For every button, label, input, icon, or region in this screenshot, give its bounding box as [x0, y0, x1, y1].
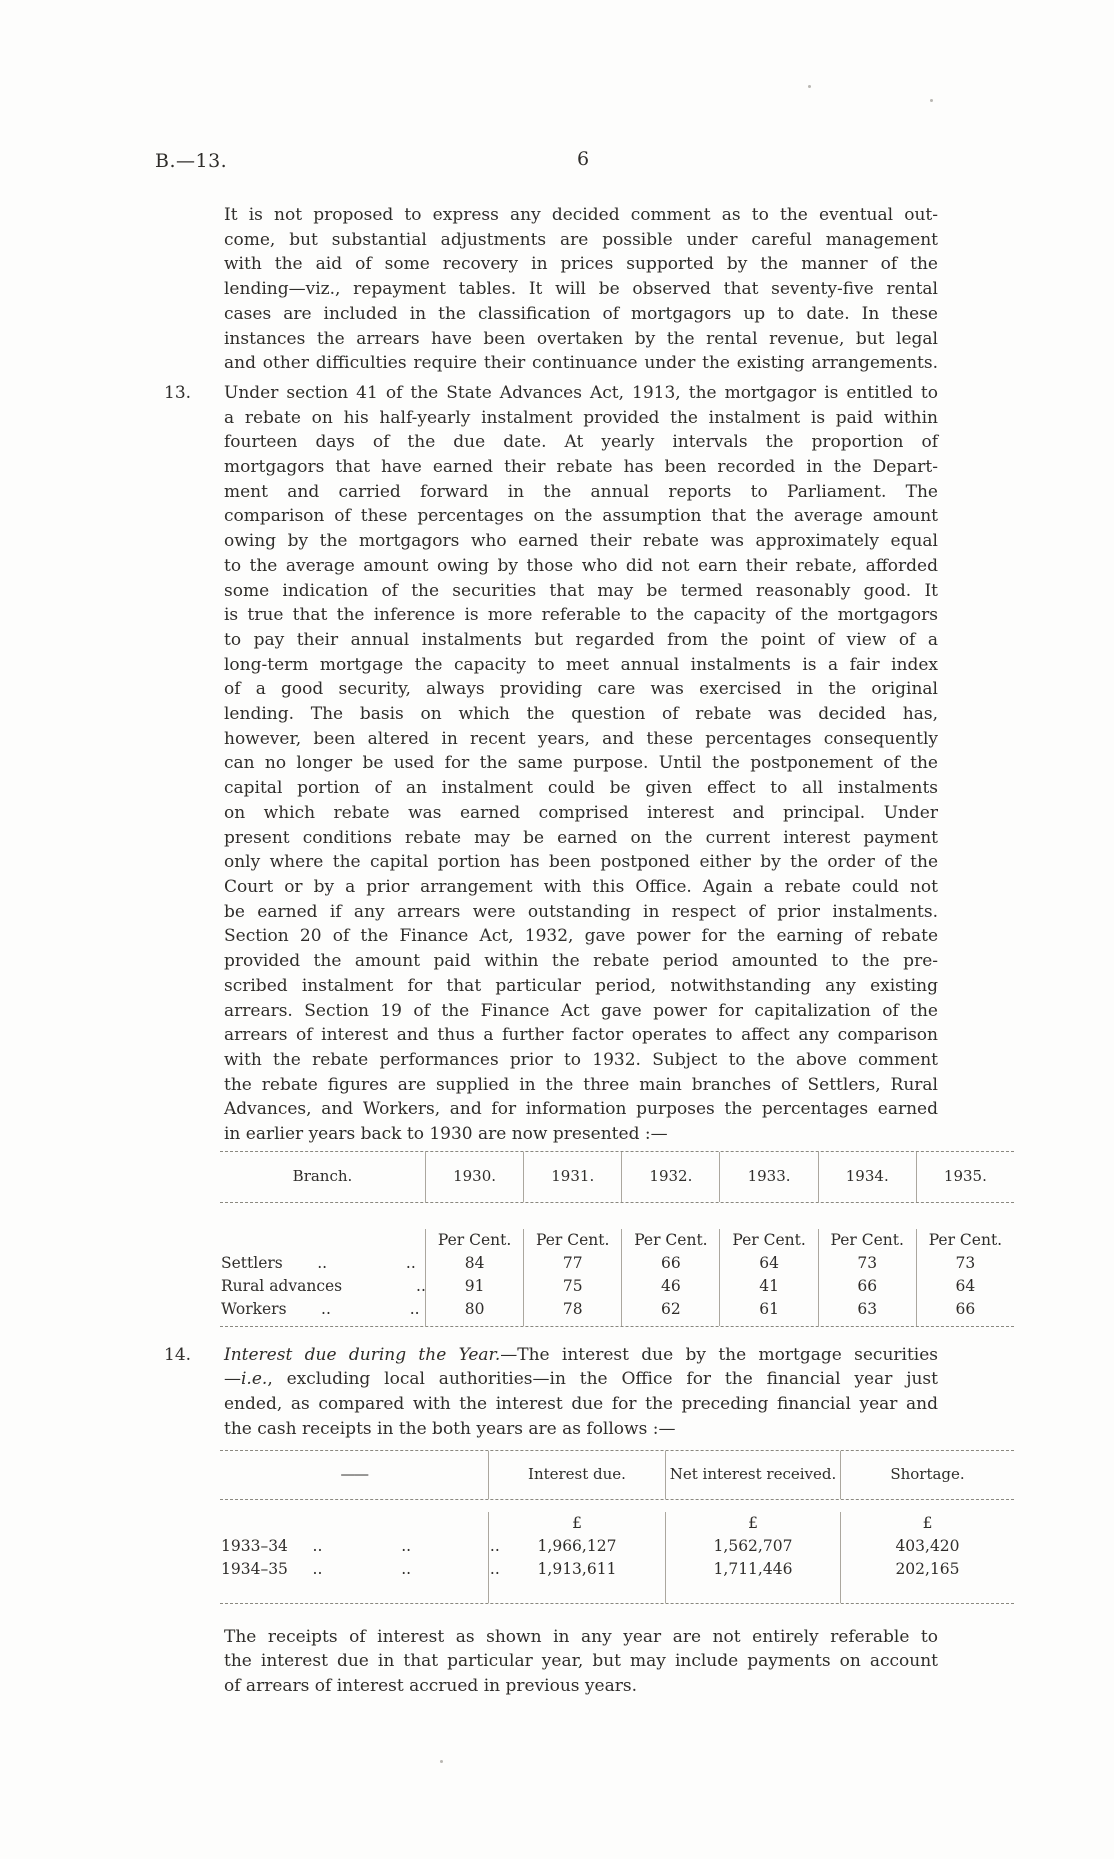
column-header: Branch.	[292, 1167, 353, 1186]
table-cell: 77	[562, 1253, 583, 1272]
interest-table-header-row	[220, 1450, 1014, 1500]
table-cell	[220, 1229, 425, 1252]
unit-label: Per Cent.	[536, 1230, 610, 1249]
branch-column	[220, 1229, 425, 1326]
text-line: present conditions rebate may be earned on the current interest payment	[224, 827, 938, 848]
year-column-1930	[425, 1229, 523, 1326]
table-cell: 66	[661, 1253, 681, 1272]
net-interest-received-column	[665, 1512, 840, 1603]
paragraph-13	[164, 381, 938, 1147]
table-cell: 46	[661, 1276, 681, 1295]
table-cell: 61	[759, 1299, 779, 1318]
text-line: a rebate on his half-yearly instalment provided the instalment is paid within	[224, 407, 938, 428]
table-row-stub: Settlers .. ..	[221, 1253, 416, 1272]
scan-speck	[440, 1760, 443, 1763]
currency-symbol: £	[748, 1513, 758, 1532]
year-column-1931	[523, 1229, 621, 1326]
table-row-stub: 1933–34 .. .. ..	[221, 1536, 500, 1555]
table-row-stub: Workers .. ..	[221, 1299, 420, 1318]
paragraph-intro	[224, 203, 938, 376]
table-cell: 202,165	[895, 1559, 960, 1578]
doc-reference: B.—13.	[155, 150, 228, 172]
text-line: to the average amount owing by those who did not earn their rebate, afforded	[224, 555, 938, 576]
text-line: lending. The basis on which the question of rebate was decided has,	[224, 704, 938, 725]
text-line: Advances, and Workers, and for information purposes the percentages earned	[224, 1099, 938, 1120]
text-line: however, been altered in recent years, and these percentages consequently	[224, 728, 938, 749]
paragraph-13-body	[224, 406, 938, 1147]
column-header: Net interest received.	[665, 1451, 840, 1499]
stub-header-dash: ——	[340, 1465, 368, 1484]
column-header: 1933.	[719, 1152, 817, 1202]
text-line: —	[224, 1369, 241, 1390]
table-row-stub: 1934–35 .. .. ..	[221, 1559, 500, 1578]
page-number: 6	[577, 148, 590, 170]
unit-label: Per Cent.	[732, 1230, 806, 1249]
column-header: 1931.	[523, 1152, 621, 1202]
table-cell: 62	[661, 1299, 681, 1318]
text-line: ment and carried forward in the annual reports to Parliament. The	[224, 481, 938, 502]
text-line: It is not proposed to express any decided comment as to the eventual out-	[224, 205, 938, 225]
table-cell: 73	[857, 1253, 878, 1272]
rebate-table-body	[220, 1203, 1014, 1327]
text-line: be earned if any arrears were outstanding in respect of prior instalments.	[224, 901, 938, 922]
text-line: with the aid of some recovery in prices supported by the manner of the	[224, 254, 938, 275]
paragraph-14-number: 14.	[164, 1344, 192, 1365]
unit-label: Per Cent.	[830, 1230, 904, 1249]
column-header: 1932.	[621, 1152, 719, 1202]
text-line: capital portion of an instalment could be given effect to all instalments	[224, 778, 938, 799]
paragraph-14-line-4: the cash receipts in the both years are as follows :—	[224, 1418, 676, 1439]
table-cell: 84	[464, 1253, 485, 1272]
text-line: come, but substantial adjustments are possible under careful management	[224, 229, 938, 250]
text-line: long-term mortgage the capacity to meet annual instalments is a fair index	[224, 654, 938, 675]
paragraph-14-lead: Interest due during the Year.	[224, 1344, 501, 1365]
text-line: arrears. Section 19 of the Finance Act gave power for capitalization of the	[224, 1000, 938, 1021]
table-row-stub: Rural advances ..	[221, 1276, 426, 1295]
text-line: cases are included in the classification of mortgagors up to date. In these	[224, 303, 938, 324]
text-line: The receipts of interest as shown in any year are not entirely referable to	[224, 1626, 938, 1647]
text-line: fourteen days of the due date. At yearly intervals the proportion of	[224, 432, 938, 453]
paragraph-13-number: 13.	[164, 382, 192, 403]
table-cell: 78	[562, 1299, 583, 1318]
text-line: of arrears of interest accrued in previous years.	[224, 1675, 637, 1696]
text-line: comparison of these percentages on the assumption that the average amount	[224, 506, 938, 527]
table-cell: 80	[464, 1299, 485, 1318]
text-line: scribed instalment for that particular period, notwithstanding any existing	[224, 975, 938, 996]
table-cell: 66	[955, 1299, 976, 1318]
table-cell: 73	[955, 1253, 976, 1272]
shortage-column	[840, 1512, 1014, 1603]
text-block	[164, 203, 1003, 1699]
text-line: and other difficulties require their continuance under the existing arrangements.	[224, 353, 938, 374]
interest-due-column	[488, 1512, 665, 1603]
text-line: instances the arrears have been overtaken by the rental revenue, but legal	[224, 328, 938, 349]
rebate-table	[220, 1151, 1014, 1327]
year-column-1932	[621, 1229, 719, 1326]
text-line: to pay their annual instalments but regarded from the point of view of a	[224, 629, 938, 650]
text-line: lending—viz., repayment tables. It will be observed that seventy-five rental	[224, 279, 938, 300]
text-line: provided the amount paid within the rebate period amounted to the pre-	[224, 951, 938, 972]
text-line: Court or by a prior arrangement with this Office. Again a rebate could not	[224, 876, 938, 897]
year-stub-column	[220, 1512, 500, 1603]
table-cell: 1,711,446	[713, 1559, 793, 1578]
paragraph-13-first-line	[164, 381, 938, 406]
text-line: Section 20 of the Finance Act, 1932, gave power for the earning of rebate	[224, 926, 938, 947]
text-line: of a good security, always providing care was exercised in the original	[224, 679, 938, 700]
table-cell: 64	[955, 1276, 976, 1295]
table-cell: 66	[857, 1276, 878, 1295]
interest-table	[220, 1450, 1014, 1604]
year-column-1935	[916, 1229, 1014, 1326]
table-cell: 1,966,127	[537, 1536, 617, 1555]
text-line: with the rebate performances prior to 1932. Subject to the above comment	[224, 1049, 938, 1070]
paragraph-14-line-2	[224, 1367, 938, 1392]
ie-abbrev: i.e.	[241, 1369, 268, 1390]
table-cell: 1,562,707	[713, 1536, 793, 1555]
table-cell: 63	[857, 1299, 878, 1318]
column-header: Interest due.	[488, 1451, 665, 1499]
text-line: —The interest due by the mortgage securities	[500, 1344, 939, 1365]
text-line: in earlier years back to 1930 are now presented :—	[224, 1124, 668, 1145]
table-cell: 403,420	[895, 1536, 960, 1555]
table-cell: 91	[464, 1276, 485, 1295]
text-line: owing by the mortgagors who earned their rebate was approximately equal	[224, 531, 938, 552]
rebate-table-header-row	[220, 1151, 1014, 1203]
text-line: is true that the inference is more referable to the capacity of the mortgagors	[224, 605, 938, 626]
table-cell: 41	[759, 1276, 779, 1295]
text-line: some indication of the securities that may be termed reasonably good. It	[224, 580, 938, 601]
text-line: on which rebate was earned comprised interest and principal. Under	[224, 802, 938, 823]
scan-speck	[930, 99, 933, 102]
table-cell: 75	[562, 1276, 583, 1295]
paragraph-14-line-1	[164, 1343, 939, 1368]
paragraph-note	[224, 1625, 938, 1699]
text-line: only where the capital portion has been postponed either by the order of the	[224, 852, 938, 873]
interest-table-body	[220, 1500, 1014, 1604]
year-column-1933	[719, 1229, 817, 1326]
column-header: Shortage.	[840, 1451, 1014, 1499]
unit-label: Per Cent.	[928, 1230, 1003, 1249]
unit-label: Per Cent.	[634, 1230, 708, 1249]
text-line: , excluding local authorities—in the Office for the financial year just	[267, 1369, 938, 1390]
column-header: 1930.	[425, 1152, 523, 1202]
paragraph-14	[164, 1343, 939, 1442]
scan-speck	[808, 85, 811, 88]
text-line: the rebate figures are supplied in the three main branches of Settlers, Rural	[224, 1074, 938, 1095]
unit-label: Per Cent.	[437, 1230, 512, 1249]
paragraph-14-line-3: ended, as compared with the interest due for the preceding financial year and	[224, 1394, 938, 1415]
text-line: the interest due in that particular year, but may include payments on account	[224, 1651, 938, 1672]
table-cell: 1,913,611	[537, 1559, 617, 1578]
column-header: 1934.	[818, 1152, 916, 1202]
currency-symbol: £	[922, 1513, 933, 1532]
text-line: mortgagors that have earned their rebate has been recorded in the Depart-	[224, 457, 938, 478]
year-column-1934	[818, 1229, 916, 1326]
column-header: 1935.	[916, 1152, 1014, 1202]
table-cell: 64	[759, 1253, 779, 1272]
table-cell	[220, 1512, 488, 1535]
text-line: Under section 41 of the State Advances Act, 1913, the mortgagor is entitled to	[224, 382, 938, 403]
currency-symbol: £	[572, 1513, 582, 1532]
text-line: arrears of interest and thus a further factor operates to affect any comparison	[224, 1025, 938, 1046]
text-line: can no longer be used for the same purpose. Until the postponement of the	[224, 753, 938, 774]
